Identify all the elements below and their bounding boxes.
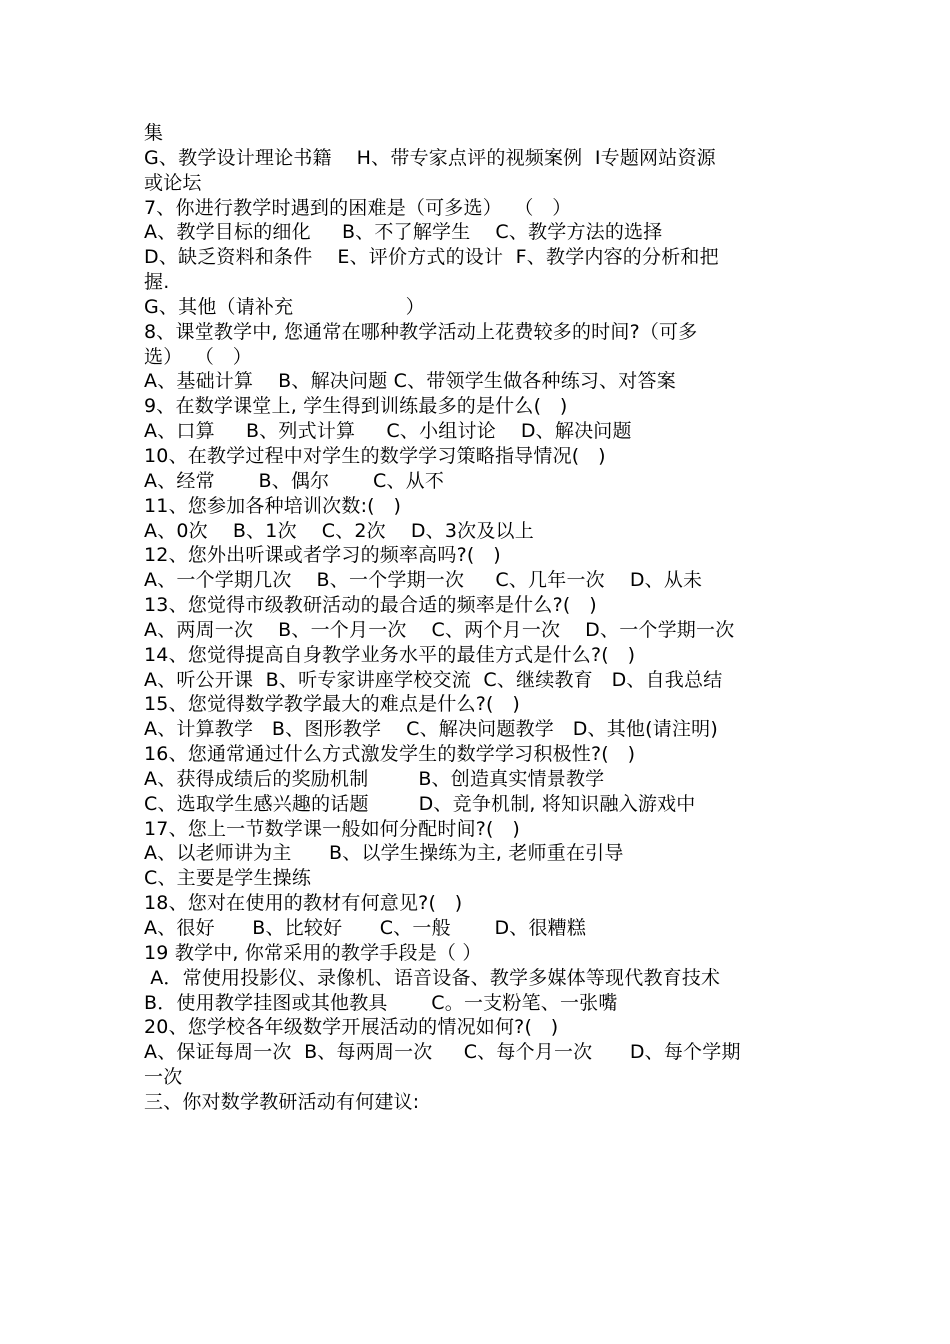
options-line: A、0次 B、1次 C、2次 D、3次及以上 [144, 519, 534, 542]
text-line: 握. [144, 271, 170, 294]
question-14: 14、您觉得提高自身教学业务水平的最佳方式是什么?( ) [144, 643, 636, 666]
options-line: A、教学目标的细化 B、不了解学生 C、教学方法的选择 [144, 221, 663, 244]
section-heading: 三、你对数学教研活动有何建议: [144, 1090, 420, 1113]
options-line: D、缺乏资料和条件 E、评价方式的设计 F、教学内容的分析和把 [144, 246, 719, 269]
question-16: 16、您通常通过什么方式激发学生的数学学习积极性?( ) [144, 743, 636, 766]
text-line: 或论坛 [144, 171, 202, 194]
question-8: 8、课堂教学中, 您通常在哪种教学活动上花费较多的时间?（可多 [144, 320, 698, 343]
options-line: A、口算 B、列式计算 C、小组讨论 D、解决问题 [144, 420, 632, 443]
options-line: A．常使用投影仪、录像机、语音设备、教学多媒体等现代教育技术 [144, 966, 721, 989]
options-line: A、保证每周一次 B、每两周一次 C、每个月一次 D、每个学期 [144, 1041, 741, 1064]
question-11: 11、您参加各种培训次数:( ) [144, 494, 402, 517]
text-line: 一次 [144, 1066, 183, 1089]
document-page [144, 121, 814, 1115]
options-line: C、选取学生感兴趣的话题 D、竞争机制, 将知识融入游戏中 [144, 792, 696, 815]
question-19: 19 教学中, 你常采用的教学手段是（ ） [144, 941, 482, 964]
options-line: A、以老师讲为主 B、以学生操练为主, 老师重在引导 [144, 842, 624, 865]
question-20: 20、您学校各年级数学开展活动的情况如何?( ) [144, 1016, 559, 1039]
options-line: A、计算教学 B、图形教学 C、解决问题教学 D、其他(请注明) [144, 718, 718, 741]
question-18: 18、您对在使用的教材有何意见?( ) [144, 892, 463, 915]
text-line: G、教学设计理论书籍 H、带专家点评的视频案例 I专题网站资源 [144, 146, 716, 169]
text-line: 选） （ ） [144, 345, 252, 368]
options-line: A、基础计算 B、解决问题 C、带领学生做各种练习、对答案 [144, 370, 676, 393]
options-line: A、经常 B、偶尔 C、从不 [144, 469, 445, 492]
question-7: 7、你进行教学时遇到的困难是（可多选） （ ） [144, 196, 572, 219]
text-line: 集 [144, 122, 164, 144]
question-15: 15、您觉得数学教学最大的难点是什么?( ) [144, 693, 521, 716]
options-line: A、获得成绩后的奖励机制 B、创造真实情景教学 [144, 767, 605, 790]
question-10: 10、在教学过程中对学生的数学学习策略指导情况( ) [144, 444, 606, 467]
options-line: A、很好 B、比较好 C、一般 D、很糟糕 [144, 917, 587, 939]
options-line: C、主要是学生操练 [144, 867, 312, 890]
options-line: G、其他（请补充 ） [144, 295, 425, 318]
options-line: A、一个学期几次 B、一个学期一次 C、几年一次 D、从未 [144, 569, 703, 592]
question-12: 12、您外出听课或者学习的频率高吗?( ) [144, 544, 501, 567]
options-line: A、两周一次 B、一个月一次 C、两个月一次 D、一个学期一次 [144, 618, 735, 641]
question-13: 13、您觉得市级教研活动的最合适的频率是什么?( ) [144, 594, 597, 617]
options-line: B．使用教学挂图或其他教具 C。一支粉笔、一张嘴 [144, 991, 618, 1014]
question-17: 17、您上一节数学课一般如何分配时间?( ) [144, 817, 521, 840]
question-9: 9、在数学课堂上, 学生得到训练最多的是什么( ) [144, 395, 568, 418]
options-line: A、听公开课 B、听专家讲座学校交流 C、继续教育 D、自我总结 [144, 668, 723, 691]
